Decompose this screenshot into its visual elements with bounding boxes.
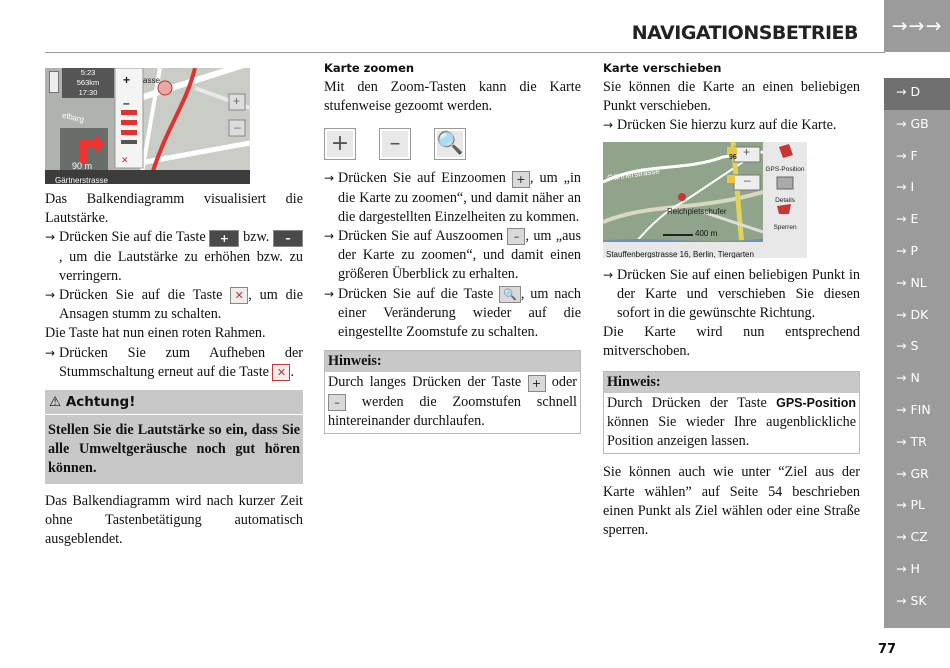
section-heading: Karte zoomen <box>324 61 415 75</box>
instruction-step <box>45 344 303 382</box>
block-road-button[interactable]: Sperren <box>773 223 797 231</box>
column-1 <box>45 60 303 549</box>
zoom-reset-magnifier-icon: 🔍 <box>434 128 466 160</box>
time-readout: 5:23 <box>80 68 96 77</box>
page-title: NAVIGATIONSBETRIEB <box>631 22 858 44</box>
sidebar-item-i[interactable]: → I <box>896 179 915 195</box>
instruction-step <box>45 286 303 324</box>
paragraph: Das Balkendiagramm visualisiert die Lautstärke. <box>45 191 303 227</box>
sidebar-item-nl[interactable]: → NL <box>896 274 927 290</box>
sidebar-item-n[interactable]: → N <box>896 370 920 386</box>
arrow-icon: → <box>45 230 56 245</box>
step-text: , um die Lautstärke zu erhöhen bzw. zu verringern. <box>59 248 303 284</box>
zoom-reset-key-icon: 🔍 <box>499 286 521 303</box>
zoom-buttons-illustration <box>324 128 581 160</box>
gps-position-button[interactable]: GPS-Position <box>765 165 805 173</box>
hint-text: werden die Zoomstufen schnell hintereinander durchlaufen. <box>328 393 577 429</box>
map-scale: 400 m <box>695 228 718 238</box>
hint-title: Hinweis: <box>604 372 859 393</box>
page-number: 77 <box>878 642 897 657</box>
sidebar-item-h[interactable]: → H <box>896 560 920 576</box>
hint-text: Durch langes Drücken der Taste <box>328 374 522 391</box>
turn-distance: 90 m <box>72 161 93 171</box>
section-heading: Karte verschieben <box>603 61 722 75</box>
step-text: Drücken Sie auf die Taste <box>59 287 223 304</box>
distance-readout: 563km <box>76 78 100 87</box>
instruction-step <box>324 169 581 227</box>
sidebar-item-p[interactable]: → P <box>896 242 918 258</box>
warning-box <box>45 390 303 484</box>
step-text: . <box>290 363 295 380</box>
hint-title: Hinweis: <box>325 351 580 372</box>
road-number-label: 96 <box>729 153 737 161</box>
mute-icon[interactable]: ✕ <box>121 155 129 165</box>
instruction-step <box>324 285 581 343</box>
map-address: Stauffenbergstrasse 16, Berlin, Tiergarten <box>606 249 754 258</box>
step-text: Drücken Sie auf Einzoomen <box>338 170 506 187</box>
step-text: Drücken Sie zum Aufheben der Stummschaltung erneut auf die Taste <box>59 344 303 380</box>
paragraph: Sie können auch wie unter “Ziel aus der Karte wählen” auf Seite 54 beschrieben einen Punkt als Ziel wählen oder eine Straße sperren. <box>603 464 860 539</box>
map-street-label: Gärtnerstrasse <box>606 165 661 183</box>
map-side-label: elbarg <box>61 110 85 125</box>
sidebar-item-f[interactable]: → F <box>896 147 918 163</box>
step-text: Drücken Sie auf einen beliebigen Punkt in der Karte und verschieben Sie diesen sofort in die gewünschte Richtung. <box>617 266 860 322</box>
map-area-label: asse <box>143 76 160 85</box>
paragraph: Sie können die Karte an einen beliebigen Punkt verschieben. <box>603 79 860 115</box>
details-button[interactable]: Details <box>775 196 795 204</box>
sidebar-item-gb[interactable]: → GB <box>896 115 929 131</box>
warning-triangle-icon: ⚠ <box>49 394 62 411</box>
arrow-icon: → <box>324 286 335 301</box>
sidebar-item-e[interactable]: → E <box>896 211 919 227</box>
zoom-in-key-icon: + <box>528 375 546 392</box>
sidebar-item-dk[interactable]: → DK <box>896 306 929 322</box>
eta-readout: 17:30 <box>78 88 98 97</box>
header-tab-arrows: →→→ <box>884 0 950 52</box>
instruction-step <box>603 116 860 135</box>
column-2 <box>324 60 581 434</box>
sidebar-item-sk[interactable]: → SK <box>896 592 927 608</box>
arrow-icon: → <box>45 345 56 360</box>
hint-text: können Sie wieder Ihre augenblickliche Position anzeigen lassen. <box>607 414 856 450</box>
map-zoom-in-icon[interactable]: + <box>743 144 751 159</box>
instruction-step <box>603 266 860 324</box>
instruction-step <box>45 228 303 286</box>
current-street: Gärtnerstrasse <box>55 176 108 184</box>
sidebar-item-pl[interactable]: → PL <box>896 497 925 513</box>
paragraph: Das Balkendiagramm wird nach kurzer Zeit ohne Tastenbetätigung automatisch ausgeblendet. <box>45 492 303 548</box>
step-text: , um „aus der Karte zu zoomen“, und damit einen größeren Überblick zu erhalten. <box>338 228 581 283</box>
zoom-in-icon: + <box>324 128 356 160</box>
zoom-out-icon: – <box>379 128 411 160</box>
map-zoom-in-icon[interactable]: + <box>233 94 241 108</box>
zoom-out-key-icon: – <box>328 394 346 411</box>
arrow-icon: → <box>45 288 56 303</box>
step-text: Drücken Sie auf Auszoomen <box>338 228 504 245</box>
gps-position-key-label: GPS-Position <box>776 395 856 410</box>
mute-key-icon: ✕ <box>230 287 248 304</box>
arrow-icon: → <box>603 267 614 282</box>
step-text: Drücken Sie hierzu kurz auf die Karte. <box>617 117 837 134</box>
map-place-label: Reichpietschufer <box>667 206 727 216</box>
arrow-icon: → <box>603 118 614 133</box>
arrow-icon: → <box>324 229 335 244</box>
zoom-out-key-icon: – <box>507 228 525 245</box>
step-text: Drücken Sie auf die Taste <box>59 229 206 246</box>
navigation-map-screenshot <box>45 68 250 184</box>
map-zoom-out-icon[interactable]: – <box>744 172 751 187</box>
mute-key-red-frame-icon: ✕ <box>272 364 290 381</box>
instruction-step <box>324 227 581 285</box>
nav-menu-icon[interactable] <box>49 71 59 93</box>
hint-box <box>603 371 860 455</box>
minus-key-icon: – <box>273 230 303 247</box>
step-text: , um nach einer Veränderung wieder auf die eingestellte Zoomstufe zu schalten. <box>338 285 582 341</box>
warning-text: Stellen Sie die Lautstärke so ein, dass Sie alle Umweltgeräusche noch gut hören können. <box>48 422 300 477</box>
step-text: , um „in die Karte zu zoomen“, und damit näher an die dargestellten Einzelheiten zu kommen. <box>338 170 581 225</box>
language-sidebar <box>884 78 950 628</box>
step-text: , um die Ansagen stumm zu schalten. <box>59 287 303 323</box>
sidebar-item-s[interactable]: → S <box>896 338 919 354</box>
paragraph: Die Karte wird nun entsprechend mitverschoben. <box>603 324 860 360</box>
sidebar-item-cz[interactable]: → CZ <box>896 529 928 545</box>
step-text: bzw. <box>243 229 270 246</box>
plus-key-icon: + <box>209 230 239 247</box>
hint-text: Durch Drücken der Taste <box>607 394 767 411</box>
hint-text: oder <box>551 374 578 391</box>
header-rule <box>45 52 885 53</box>
sidebar-item-tr[interactable]: → TR <box>896 433 927 449</box>
column-3 <box>603 60 860 540</box>
zoom-in-key-icon: + <box>512 171 530 188</box>
volume-plus-icon[interactable]: + <box>123 73 131 87</box>
arrow-icon: → <box>324 171 335 186</box>
paragraph: Mit den Zoom-Tasten kann die Karte stufenweise gezoomt werden. <box>324 79 581 115</box>
hint-box <box>324 350 581 434</box>
step-text: Drücken Sie auf die Taste <box>338 285 494 302</box>
warning-title: Achtung! <box>65 394 136 411</box>
map-zoom-out-icon[interactable]: – <box>234 120 241 134</box>
sidebar-item-fin[interactable]: → FIN <box>896 401 931 417</box>
volume-minus-icon[interactable]: – <box>123 96 130 110</box>
paragraph: Die Taste hat nun einen roten Rahmen. <box>45 325 266 342</box>
trip-info-panel <box>62 68 114 98</box>
sidebar-item-d[interactable]: → D <box>884 78 950 110</box>
map-shift-screenshot <box>603 142 807 258</box>
sidebar-item-gr[interactable]: → GR <box>896 465 929 481</box>
